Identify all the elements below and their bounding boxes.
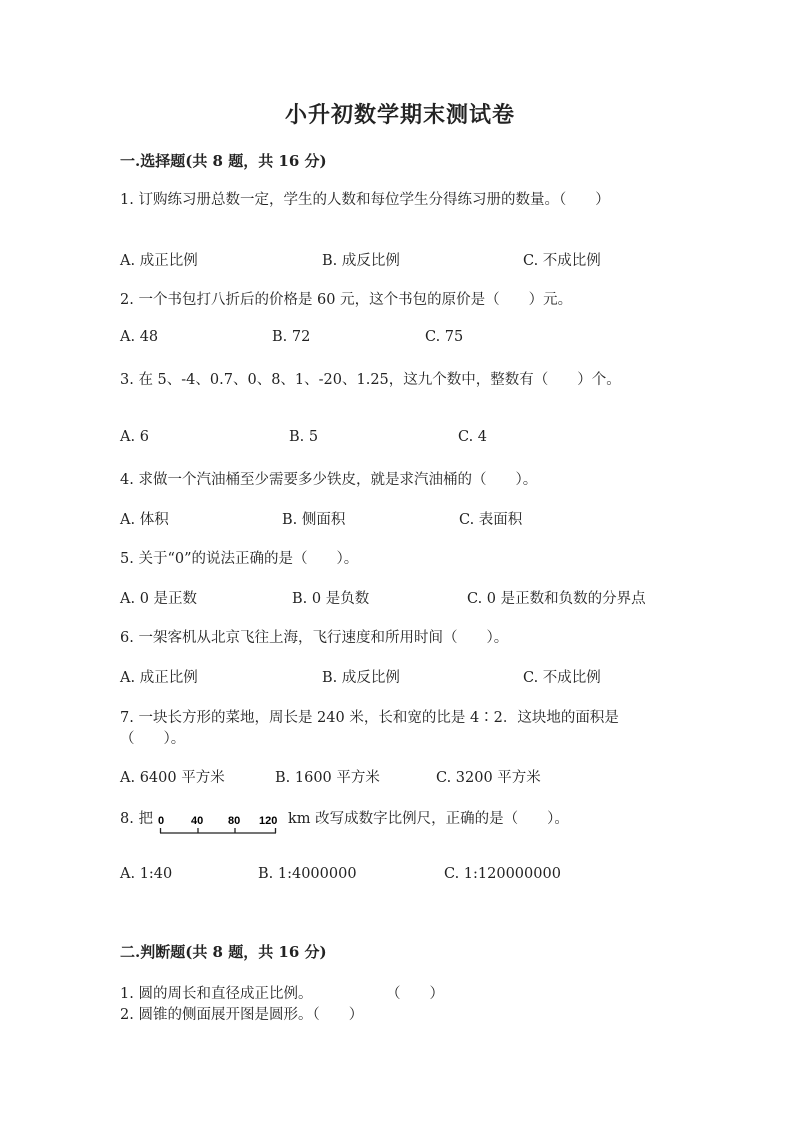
question-8-suffix: km 改写成数字比例尺，正确的是（ ）。 [288,811,569,827]
option-2b[interactable]: B. 72 [272,329,311,345]
question-8-prefix: 8. 把 [120,811,153,827]
option-7a[interactable]: A. 6400 平方米 [120,770,225,786]
question-5: 5. 关于“0”的说法正确的是（ ）。 [120,551,359,567]
option-5b[interactable]: B. 0 是负数 [292,591,370,607]
option-6b[interactable]: B. 成反比例 [322,670,400,686]
option-8c[interactable]: C. 1:120000000 [444,866,561,882]
judgment-answer-paren-1[interactable]: （ ） [386,986,444,1002]
option-2a[interactable]: A. 48 [120,329,159,345]
option-3c[interactable]: C. 4 [458,429,488,445]
question-2: 2. 一个书包打八折后的价格是 60 元，这个书包的原价是（ ）元。 [120,292,573,308]
question-1: 1. 订购练习册总数一定，学生的人数和每位学生分得练习册的数量。（ ） [120,192,610,208]
option-3a[interactable]: A. 6 [120,429,149,445]
option-7b[interactable]: B. 1600 平方米 [275,770,380,786]
scale-label-40: 40 [191,815,204,827]
option-8a[interactable]: A. 1:40 [120,866,173,882]
scale-label-120: 120 [259,815,278,827]
option-5a[interactable]: A. 0 是正数 [120,591,198,607]
question-7-line1: 7. 一块长方形的菜地，周长是 240 米，长和宽的比是 4∶2．这块地的面积是 [120,710,619,726]
section-heading-judgment: 二.判断题(共 8 题，共 16 分) [120,943,327,961]
option-8b[interactable]: B. 1:4000000 [258,866,357,882]
option-4c[interactable]: C. 表面积 [459,512,523,528]
option-1c[interactable]: C. 不成比例 [523,253,601,269]
question-7-line2: （ ）。 [120,731,186,747]
question-3: 3. 在 5、-4、0.7、0、8、1、-20、1.25，这九个数中，整数有（ ）个。 [120,372,621,388]
scale-label-80: 80 [228,815,241,827]
option-3b[interactable]: B. 5 [289,429,319,445]
option-5c[interactable]: C. 0 是正数和负数的分界点 [467,591,646,607]
scale-label-0: 0 [158,815,165,827]
option-2c[interactable]: C. 75 [425,329,464,345]
judgment-question-2: 2. 圆锥的侧面展开图是圆形。（ ） [120,1007,364,1023]
line-scale-figure [155,812,285,840]
option-6c[interactable]: C. 不成比例 [523,670,601,686]
option-4a[interactable]: A. 体积 [120,512,169,528]
option-6a[interactable]: A. 成正比例 [120,670,198,686]
judgment-question-1: 1. 圆的周长和直径成正比例。 [120,986,313,1002]
page-title: 小升初数学期末测试卷 [284,102,515,128]
option-7c[interactable]: C. 3200 平方米 [436,770,541,786]
section-heading-choice: 一.选择题(共 8 题，共 16 分) [120,152,327,170]
question-4: 4. 求做一个汽油桶至少需要多少铁皮，就是求汽油桶的（ ）。 [120,472,538,488]
option-1a[interactable]: A. 成正比例 [120,253,198,269]
option-4b[interactable]: B. 侧面积 [282,512,346,528]
question-6: 6. 一架客机从北京飞往上海，飞行速度和所用时间（ ）。 [120,630,509,646]
option-1b[interactable]: B. 成反比例 [322,253,400,269]
